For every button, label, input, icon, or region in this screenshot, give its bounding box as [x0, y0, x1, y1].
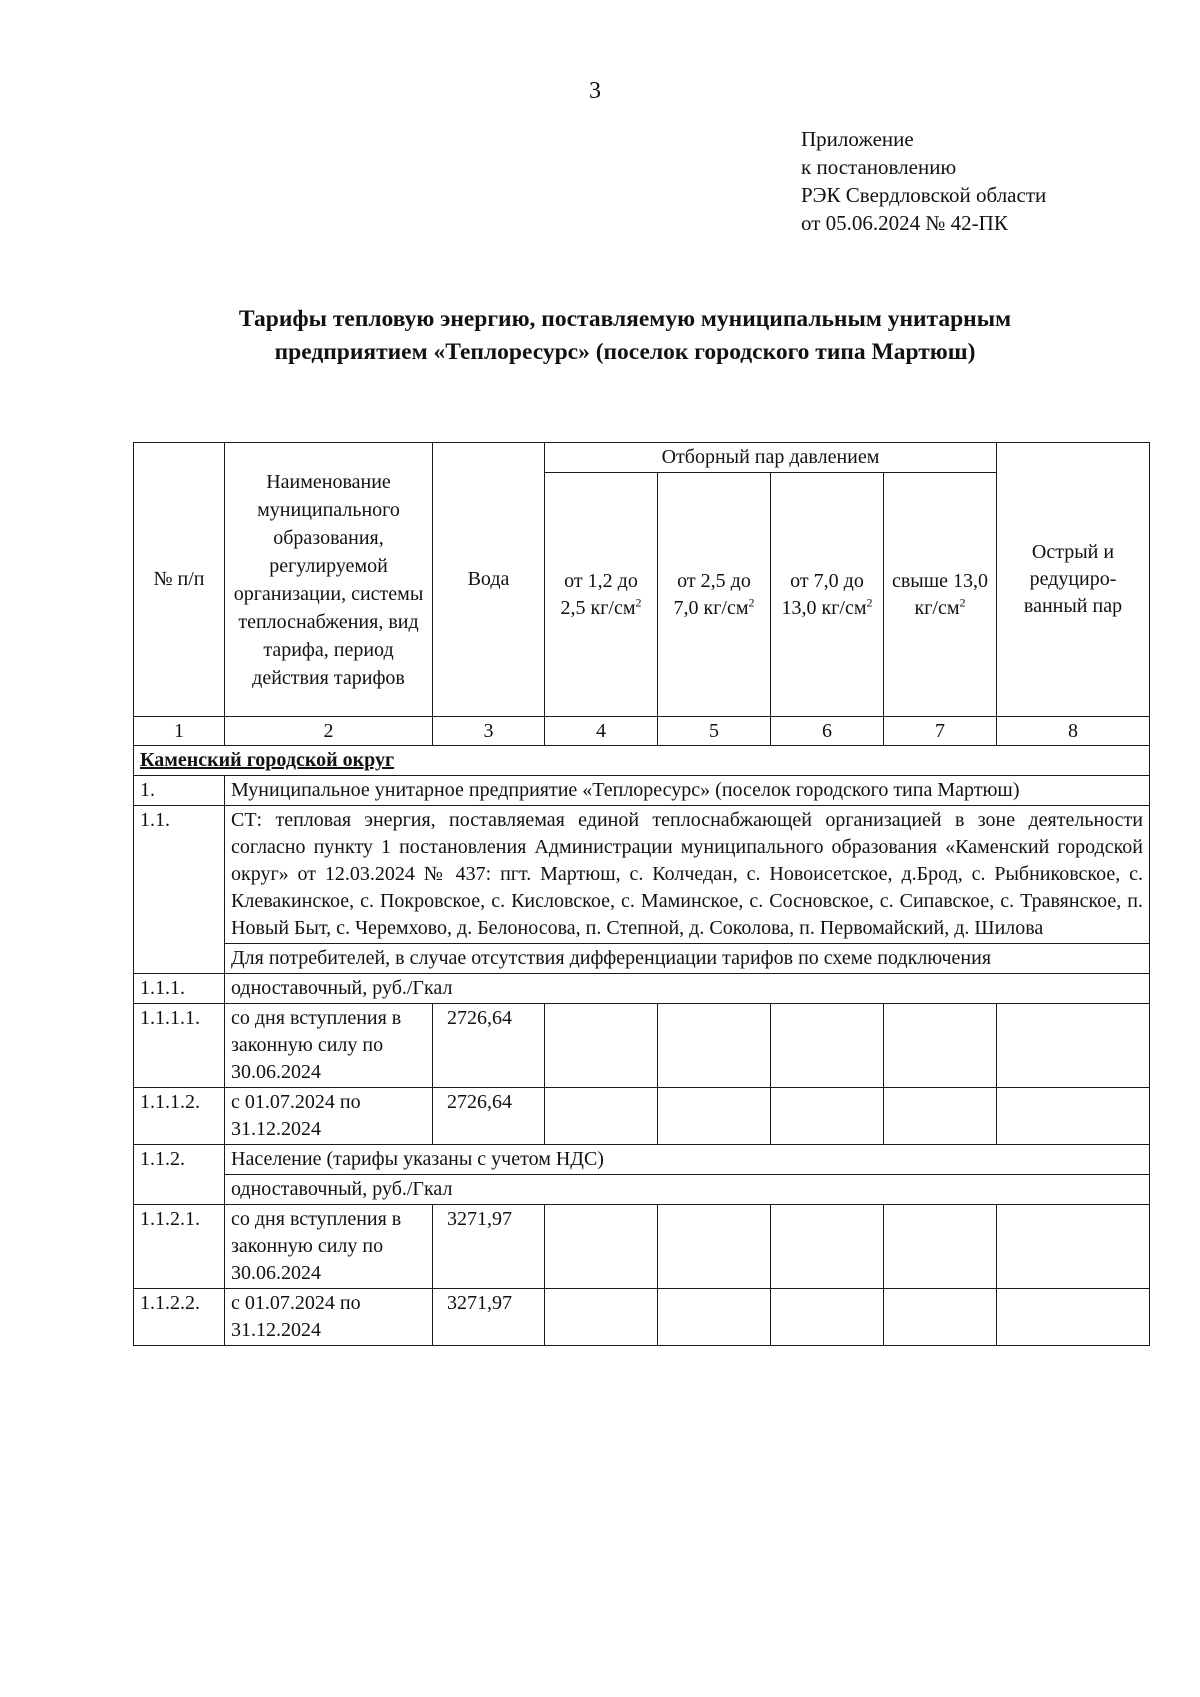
appendix-line: РЭК Свердловской области [801, 183, 1047, 207]
consumers-note: Для потребителей, в случае отсутствия дифференциации тарифов по схеме подключения [225, 944, 1150, 974]
document-title [150, 303, 1100, 369]
header-pressure-3-text: от 7,0 до 13,0 кг/см [781, 569, 867, 619]
table-row [134, 944, 1150, 974]
header-name: Наименование муниципального образования, регулируемой организации, системы теплоснабжения, вид тарифа, период действия тарифов [225, 443, 433, 717]
water-tariff-value: 2726,64 [433, 1088, 545, 1145]
header-pressure-2-text: от 2,5 до 7,0 кг/см [673, 569, 751, 619]
row-number: 1.1.2.2. [134, 1289, 225, 1346]
header-sharp-steam: Острый и редуциро-ванный пар [997, 443, 1150, 717]
page-number: 3 [589, 78, 601, 104]
column-number: 3 [433, 717, 545, 746]
section-row [134, 746, 1150, 776]
table-row [134, 1175, 1150, 1205]
appendix-line: от 05.06.2024 № 42-ПК [801, 211, 1008, 235]
row-number: 1. [134, 776, 225, 806]
column-number: 4 [545, 717, 658, 746]
empty-cell [658, 1004, 771, 1088]
title-line-2: предприятием «Теплоресурс» (поселок городского типа Мартюш) [274, 339, 976, 365]
empty-cell [997, 1088, 1150, 1145]
header-pressure-2 [658, 473, 771, 717]
tariff-period: с 01.07.2024 по 31.12.2024 [225, 1289, 433, 1346]
empty-cell [884, 1205, 997, 1289]
empty-cell [884, 1088, 997, 1145]
column-number: 7 [884, 717, 997, 746]
superscript: 2 [866, 594, 873, 609]
table-row [134, 1088, 1150, 1145]
tariff-period: с 01.07.2024 по 31.12.2024 [225, 1088, 433, 1145]
row-number: 1.1.2. [134, 1145, 225, 1205]
tariff-period: со дня вступления в законную силу по 30.06.2024 [225, 1205, 433, 1289]
appendix-block [801, 125, 1046, 237]
row-number: 1.1.2.1. [134, 1205, 225, 1289]
header-pressure-1 [545, 473, 658, 717]
row-number: 1.1.1.1. [134, 1004, 225, 1088]
section-title: Каменский городской округ [134, 746, 1150, 776]
tariff-table [133, 442, 1150, 1346]
table-row [134, 806, 1150, 944]
population-group: Население (тарифы указаны с учетом НДС) [225, 1145, 1150, 1175]
table-row [134, 1205, 1150, 1289]
empty-cell [997, 1289, 1150, 1346]
row-number: 1.1. [134, 806, 225, 974]
empty-cell [771, 1004, 884, 1088]
water-tariff-value: 3271,97 [433, 1205, 545, 1289]
superscript: 2 [959, 594, 966, 609]
empty-cell [771, 1088, 884, 1145]
empty-cell [884, 1004, 997, 1088]
header-pressure-4 [884, 473, 997, 717]
appendix-line: к постановлению [801, 155, 957, 179]
empty-cell [545, 1205, 658, 1289]
water-tariff-value: 2726,64 [433, 1004, 545, 1088]
appendix-line: Приложение [801, 127, 914, 151]
header-pressure-1-text: от 1,2 до 2,5 кг/см [560, 569, 638, 619]
tariff-type: одноставочный, руб./Гкал [225, 1175, 1150, 1205]
empty-cell [884, 1289, 997, 1346]
column-number: 6 [771, 717, 884, 746]
superscript: 2 [748, 594, 755, 609]
superscript: 2 [635, 594, 642, 609]
column-number: 8 [997, 717, 1150, 746]
header-num: № п/п [134, 443, 225, 717]
header-pressure-4-text: свыше 13,0 кг/см [891, 569, 989, 619]
empty-cell [658, 1289, 771, 1346]
row-number: 1.1.1.2. [134, 1088, 225, 1145]
table-row [134, 974, 1150, 1004]
column-number: 1 [134, 717, 225, 746]
empty-cell [658, 1205, 771, 1289]
heat-supply-system-description: СТ: тепловая энергия, поставляемая единой теплоснабжающей организацией в зоне деятельности согласно пункту 1 постановления Администрации муниципального образования «Каменский городской округ» от 12.03.2024 № 437: пгт. Мартюш, с. Колчедан, с. Новоисетское, д.Брод, с. Рыбниковское, с. Клевакинское, с. Покровское, с. Кисловское, с. Маминское, с. Сосновское, с. Сипавское, с. Травянское, п. Новый Быт, с. Черемхово, д. Белоносова, п. Степной, д. Соколова, п. Первомайский, д. Шилова [225, 806, 1150, 944]
header-steam-group: Отборный пар давлением [545, 443, 997, 473]
empty-cell [997, 1004, 1150, 1088]
table-row [134, 1145, 1150, 1175]
table-row [134, 776, 1150, 806]
empty-cell [545, 1004, 658, 1088]
empty-cell [658, 1088, 771, 1145]
header-pressure-3 [771, 473, 884, 717]
organization-name: Муниципальное унитарное предприятие «Теплоресурс» (поселок городского типа Мартюш) [225, 776, 1150, 806]
empty-cell [771, 1205, 884, 1289]
empty-cell [545, 1289, 658, 1346]
empty-cell [771, 1289, 884, 1346]
water-tariff-value: 3271,97 [433, 1289, 545, 1346]
header-water: Вода [433, 443, 545, 717]
tariff-period: со дня вступления в законную силу по 30.06.2024 [225, 1004, 433, 1088]
empty-cell [545, 1088, 658, 1145]
column-numbers-row [134, 717, 1150, 746]
empty-cell [997, 1205, 1150, 1289]
tariff-type: одноставочный, руб./Гкал [225, 974, 1150, 1004]
table-row [134, 1289, 1150, 1346]
title-line-1: Тарифы тепловую энергию, поставляемую муниципальным унитарным [238, 306, 1012, 332]
row-number: 1.1.1. [134, 974, 225, 1004]
column-number: 5 [658, 717, 771, 746]
column-number: 2 [225, 717, 433, 746]
table-row [134, 1004, 1150, 1088]
